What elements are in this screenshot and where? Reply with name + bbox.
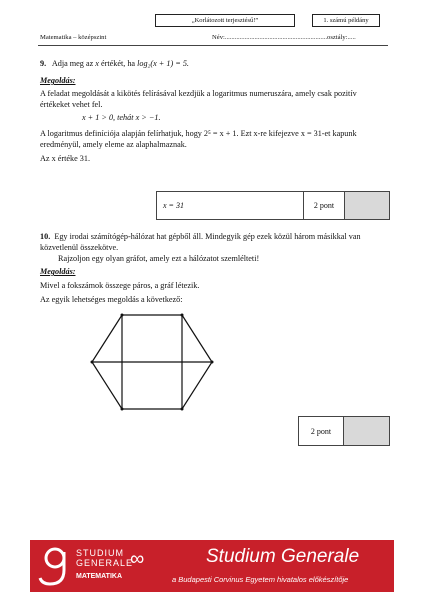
q9-points-cell: [304, 192, 345, 219]
infinity-icon: ∞: [130, 548, 145, 570]
q10-score-cell: [344, 417, 389, 445]
g-logo-icon: [36, 544, 74, 588]
q9-paragraph-3: Az x értéke 31.: [40, 154, 91, 163]
q10-prompt-line2: Rajzoljon egy olyan gráfot, amely ezt a hálózatot szemlélteti!: [58, 254, 260, 263]
q9-answer: x = 31: [163, 201, 184, 210]
q9-prompt-var: x: [95, 59, 99, 68]
graph-vertex: [91, 361, 94, 364]
restricted-distribution-box: „Korlátozott terjesztésű!”: [155, 14, 295, 27]
logo-matematika: MATEMATIKA: [76, 573, 123, 580]
q10-prompt-line1: Egy irodai számítógép-hálózat hat gépből áll. Mindegyik gép ezek közül három másikkal van közvetlenül összekötve.: [40, 232, 361, 252]
graph-edge: [92, 315, 122, 362]
graph-edge: [182, 315, 212, 362]
name-class-field: Név:..............................................................osztály:.....: [212, 34, 356, 41]
graph-vertex: [121, 408, 124, 411]
q10-paragraph-2: Az egyik lehetséges megoldás a következő:: [40, 295, 183, 304]
q9-number: 9.: [40, 59, 47, 68]
graph-edge: [92, 362, 122, 409]
q9-equation: log₂(x + 1) = 5.: [137, 59, 189, 68]
q10-points-cell: [299, 417, 344, 445]
q9-solution-label: Megoldás:: [40, 76, 76, 85]
q10-points-box: [298, 416, 390, 446]
subject-label: Matematika – középszint: [40, 34, 107, 41]
q9-points: 2 pont: [313, 201, 335, 210]
q9-condition: x + 1 > 0, tehát x > −1.: [82, 113, 161, 122]
q9-prompt-prefix: Adja meg az: [51, 59, 94, 68]
q10-prompt: [40, 231, 385, 253]
header-rule: [38, 45, 388, 46]
q10-number: 10.: [40, 232, 51, 241]
banner-title: Studium Generale: [206, 546, 360, 567]
copy-number-box: 1. számú példány: [312, 14, 380, 27]
logo-generale: GENERALE: [76, 558, 134, 568]
graph-edge: [182, 362, 212, 409]
q10-paragraph-1: Mivel a fokszámok összege páros, a gráf létezik.: [40, 281, 200, 290]
graph-vertex: [181, 314, 184, 317]
q9-paragraph-1: A feladat megoldását a kikötés felírásával kezdjük a logaritmus numeruszára, amely csak pozitív értékeket vehet fel.: [40, 89, 357, 109]
q9-prompt-mid: értékét, ha: [100, 59, 136, 68]
logo-studium: STUDIUM: [76, 548, 124, 558]
q9-answer-cell: [157, 192, 304, 219]
banner-subtitle: a Budapesti Corvinus Egyetem hivatalos előkészítője: [172, 575, 349, 584]
q10-points: 2 pont: [310, 426, 332, 436]
q10-solution-label: Megoldás:: [40, 267, 76, 276]
q9-paragraph-2: A logaritmus definíciója alapján felírhatjuk, hogy 2⁵ = x + 1. Ezt x-re kifejezve x = 31-et kapunk eredményül, amely eleme az alaphalmaznak.: [40, 129, 357, 149]
q9-prompt: [40, 58, 380, 69]
network-graph: [80, 305, 230, 415]
graph-vertex: [181, 408, 184, 411]
graph-vertex: [211, 361, 214, 364]
q9-score-cell: [345, 192, 389, 219]
studium-generale-banner: [30, 540, 394, 592]
q9-answer-box: [156, 191, 390, 220]
graph-vertex: [121, 314, 124, 317]
